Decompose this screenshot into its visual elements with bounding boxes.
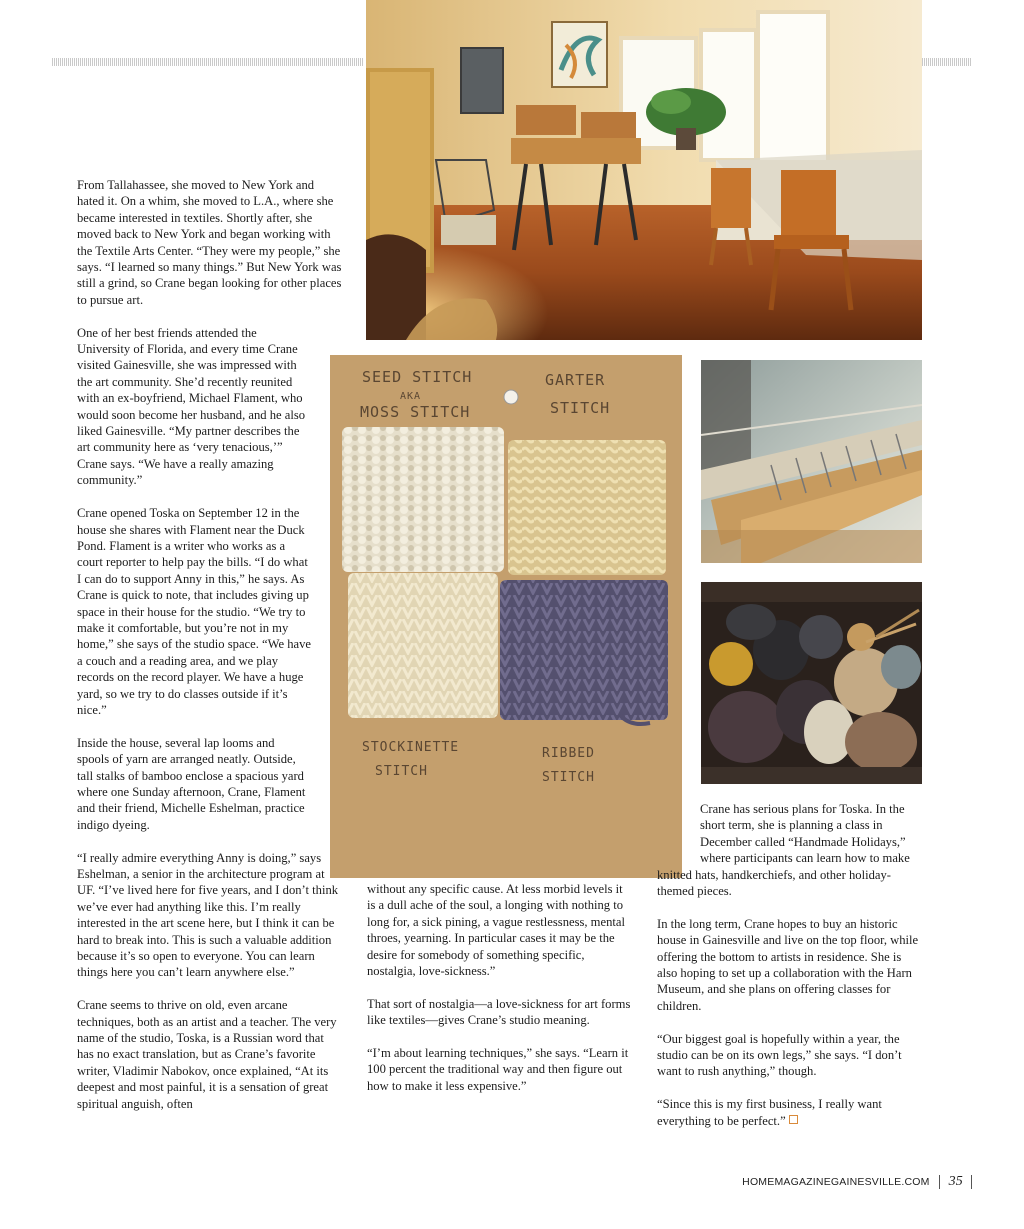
article-column-3 <box>657 801 919 1145</box>
paragraph: One of her best friends attended the University of Florida, and every time Crane visited Gainesville, she was impressed with the art community. She’d recently reunited with an ex-boyfriend, Michael Flament, who would soon become her husband, and he also liked Gainesville. “My partner describes the art community here as ‘very tenacious,’” Crane says. “We have a really amazing community.” <box>77 325 306 488</box>
paragraph <box>657 801 919 899</box>
studio-room-photo <box>366 0 922 340</box>
paragraph-text: Crane has serious plans for Toska. In the short term, she is planning a class in December called “Handmade Holidays,” where participants can learn how to make knitted hats, handkerchiefs, and other holiday-themed pieces. <box>657 802 910 899</box>
page-footer <box>742 1174 972 1190</box>
decorative-dotted-bar-left <box>52 58 364 66</box>
label-garter-stitch: STITCH <box>550 399 611 417</box>
page-number: 35 <box>948 1174 963 1189</box>
paragraph: “I’m about learning techniques,” she says. “Learn it 100 percent the traditional way and then figure out how to make it less expensive.” <box>367 1046 629 1093</box>
label-aka: AKA <box>400 391 422 402</box>
paragraph: That sort of nostalgia—a love-sickness for art forms like textiles—gives Crane’s studio meaning. <box>367 996 631 1028</box>
paragraph: Crane seems to thrive on old, even arcane techniques, both as an artist and a teacher. The very name of the studio, Toska, is a Russian word that has no exact translation, but as Crane’s favorite writer, Vladimir Nabokov, once explained, “At its deepest and most painful, it is a sensation of great spiritual anguish, often <box>77 998 337 1111</box>
label-stockinette: STOCKINETTE <box>362 740 460 755</box>
label-ribbed: RIBBED <box>542 746 595 761</box>
loom-photo <box>701 360 922 563</box>
label-moss-stitch: MOSS STITCH <box>360 403 471 421</box>
paragraph <box>657 1096 919 1129</box>
paragraph: Crane opened Toska on September 12 in the house she shares with Flament near the Duck Pond. Flament is a writer who works as a court reporter to help pay the bills. “I do what I can do to support Anny in this,” he says. As Crane is quick to note, that includes giving up space in their house for the studio. “We try to make it comfortable, but you’re not in my home,” she says of the studio space. “We have a couch and a reading area, and we play records on the record player. We have a huge yard, so we try to do classes outside if it’s nice.” <box>77 506 311 717</box>
paragraph: “I really admire everything Anny is doing,” says Eshelman, a senior in the architecture program at UF. “I’ve lived here for five years, and I don’t think we’ve ever had anything like this. I’m really interested in the art scene here, but I think it can be hard to break into. This is such a valuable addition because it’s so open to everyone. You can learn things here you can’t learn anywhere else.” <box>77 850 339 980</box>
footer-separator <box>939 1175 940 1189</box>
article-column-2 <box>367 881 633 1111</box>
footer-website[interactable]: HOMEMAGAZINEGAINESVILLE.COM <box>742 1176 930 1188</box>
closing-paragraph-text: “Since this is my first business, I really want everything to be perfect.” <box>657 1097 882 1128</box>
footer-end-bar <box>971 1175 972 1189</box>
paragraph: without any specific cause. At less morbid levels it is a dull ache of the soul, a longing with nothing to long for, a sick pining, a vague restlessness, mental throes, yearning. In particular cases it may be the desire for somebody of something specific, nostalgia, love-sickness.” <box>367 882 625 979</box>
paragraph: In the long term, Crane hopes to buy an historic house in Gainesville and live on the top floor, while offering the bottom to artists in residence. She is also hoping to set up a collaboration with the Harn Museum, and she plans on offering classes for children. <box>657 916 919 1013</box>
decorative-dotted-bar-right <box>922 58 972 66</box>
paragraph: “Our biggest goal is hopefully within a year, the studio can be on its own legs,” she says. “I don’t want to rush anything,” though. <box>657 1031 902 1079</box>
paragraph: From Tallahassee, she moved to New York and hated it. On a whim, she moved to L.A., where she became interested in textiles. Shortly after, she moved back to New York and began working with the Textile Arts Center. “They were my people,” she says. “I learned so many things.” But New York was still a grind, so Crane began looking for other places to pursue art. <box>77 178 342 307</box>
knitting-swatches-photo <box>330 355 682 878</box>
article-column-1 <box>77 177 343 1128</box>
label-seed-stitch: SEED STITCH <box>362 368 473 386</box>
paragraph: Inside the house, several lap looms and spools of yarn are arranged neatly. Outside, tall stalks of bamboo enclose a spacious yard where one Sunday afternoon, Crane, Flament and their friend, Michelle Eshelman, practice indigo dyeing. <box>77 735 306 832</box>
end-mark-icon <box>789 1115 798 1124</box>
label-stockinette-stitch: STITCH <box>375 764 428 779</box>
label-ribbed-stitch: STITCH <box>542 770 595 785</box>
label-garter: GARTER <box>545 371 606 389</box>
yarn-shelf-photo <box>701 582 922 784</box>
